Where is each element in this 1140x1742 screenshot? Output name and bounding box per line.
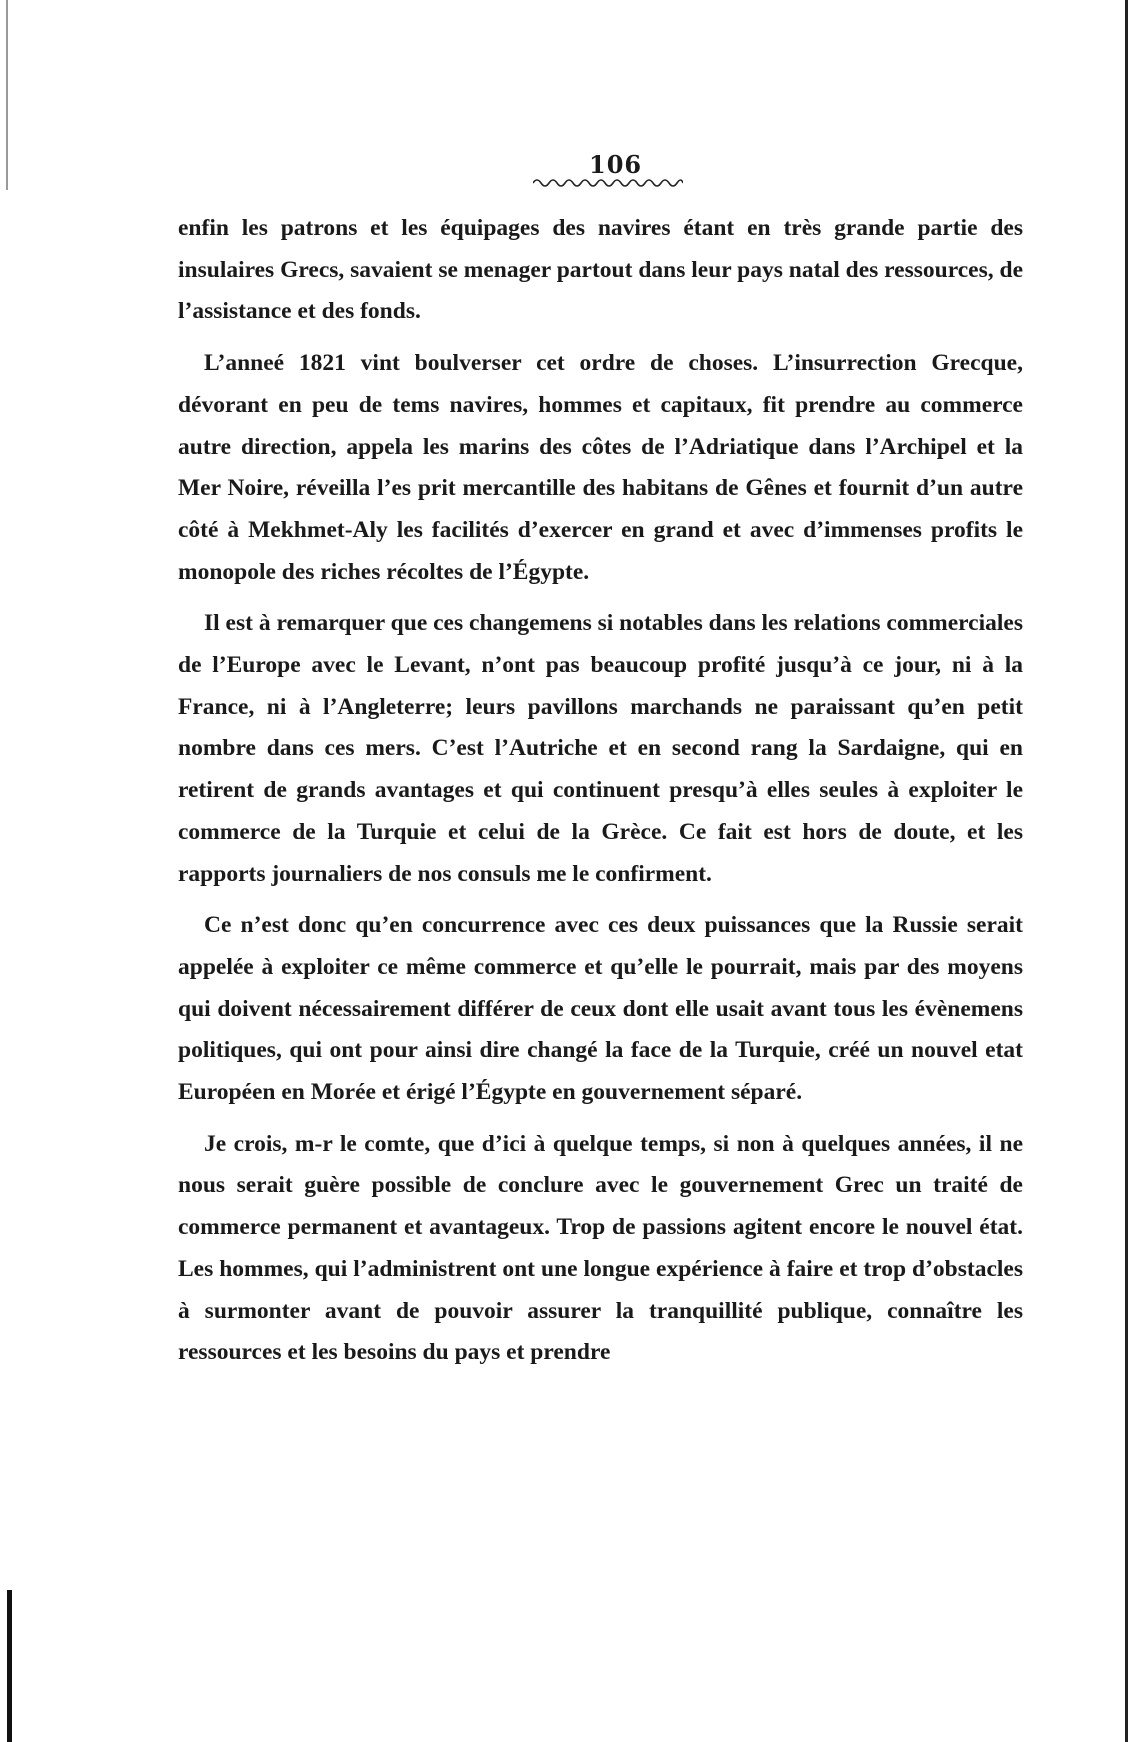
scan-edge-right [1125,0,1128,1742]
paragraph-4: Ce n’est donc qu’en concurrence avec ces deux puissances que la Russie serait appelée à exploiter ce même commerce et qu’elle le pourrait, mais par des moyens qui doivent nécessairement différer de ceux dont elle usait avant tous les évènemens politiques, qui ont pour ainsi dire changé la face de la Turquie, créé un nouvel etat Européen en Morée et érigé l’Égypte en gouvernement séparé. [178,912,1023,1106]
paragraph-5: Je crois, m-r le comte, que d’ici à quelque temps, si non à quelques années, il ne nous serait guère possible de conclure avec le gouvernement Grec un traité de commerce permanent et avantageux. Trop de passions agitent encore le nouvel état. Les hommes, qui l’administrent ont une longue expérience à faire et trop d’obstacles à surmonter avant de pouvoir assurer la tranquillité publique, connaître les ressources et les besoins du pays et prendre [178,1130,1023,1366]
scan-edge-left [6,0,8,190]
page-number: 106 [589,150,643,179]
paragraph-2: L’anneé 1821 vint boulverser cet ordre de choses. L’insurrection Grecque, dévorant en peu de tems navires, hommes et capitaux, fit prendre au commerce autre direction, appela les marins des côtes de l’Adriatique dans l’Archipel et la Mer Noire, réveilla l’es prit mercantille des habitans de Gênes et fournit d’un autre côté à Mekhmet-Aly les facilités d’exercer en grand et avec d’immenses profits le monopole des riches récoltes de l’Égypte. [178,350,1023,585]
scan-edge-left-bottom [7,1590,12,1742]
paragraph-3: Il est à remarquer que ces changemens si notables dans les relations commerciales de l’Europe avec le Levant, n’ont pas beaucoup profité jusqu’à ce jour, ni à la France, ni à l’Angleterre; leurs pavillons marchands ne paraissant qu’en petit nombre dans ces mers. C’est l’Autriche et en second rang la Sardaigne, qui en retirent de grands avantages et qui continuent presqu’à elles seules à exploiter le commerce de la Turquie et celui de la Grèce. Ce fait est hors de doute, et les rapports journaliers de nos consuls me le confirment. [178,610,1023,887]
body-text [178,208,1023,1384]
paragraph-1: enfin les patrons et les équipages des navires étant en très grande partie des insulaires Grecs, savaient se menager partout dans leur pays natal des ressources, de l’assistance et des fonds. [178,215,1023,325]
wavy-ornament [533,176,683,190]
